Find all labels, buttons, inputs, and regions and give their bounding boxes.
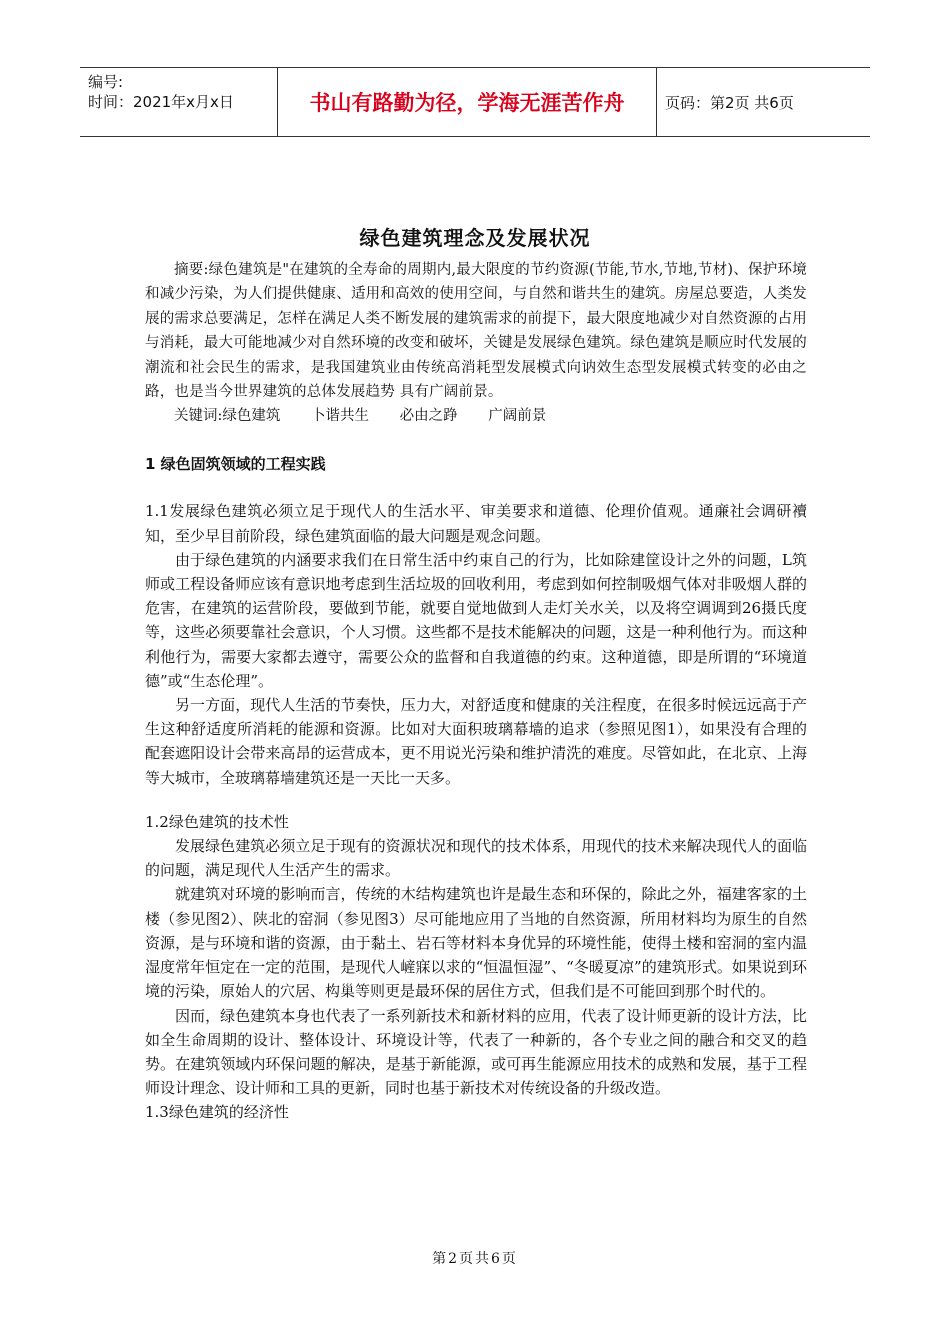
abstract-text: 摘要:绿色建筑是"在建筑的全寿命的周期内,最大限度的节约资源(节能,节水,节地,节材)、保护环境和减少污染，为人们提供健康、适用和高效的使用空间，与自然和谐共生的建筑。房屋总要造，人类发展的需求总要满足，怎样在满足人类不断发展的建筑需求的前提下，最大限度地减少对自然资源的占用与消耗，最大可能地减少对自然环境的改变和破坏，关键是发展绿色建筑。绿色建筑是顺应时代发展的潮流和社会民生的需求，是我国建筑业由传统高消耗型发展模式向讷效生态型发展模式转变的必由之路，也是当今世界建筑的总体发展趋势 具有广阔前景。 — [145, 262, 807, 401]
header-meta — [80, 68, 278, 136]
paragraph: 因而，绿色建筑本身也代表了一系列新技术和新材料的应用，代表了设计师更新的设计方法，比如全生命周期的设计、整体设计、环境设计等，代表了一种新的，各个专业之间的融合和交叉的趋势。在建筑领域内环保问题的解决，是基于新能源，或可再生能源应用技术的成熟和发展，基于工程师设计理念、设计师和工具的更新，同时也基于新技术对传统设备的升级改造。 — [145, 1006, 807, 1098]
document-body — [145, 258, 807, 1125]
keyword-item: 卜谐共生 — [311, 408, 369, 425]
header-motto: 书山有路勤为径，学海无涯苦作舟 — [278, 68, 657, 136]
section-heading: 1 绿色固筑领域的工程实践 — [145, 455, 326, 474]
keyword-item: 必由之踭 — [399, 408, 458, 425]
page-footer: 第2页共6页 — [432, 1251, 518, 1267]
paragraph: 就建筑对环境的影响而言，传统的木结构建筑也许是最生态和环保的，除此之外，福建客家的土楼（参见图2）、陕北的窑洞（参见图3）尽可能地应用了当地的自然资源，所用材料均为原生的自然资源，是与环境和谐的资源，由于黏土、岩石等材料本身优异的环境性能，使得土楼和窑洞的室内温湿度常年恒定在一定的范围，是现代人嵼寐以求的“恒温恒湿”、“冬暖夏凉”的建筑形式。如果说到环境的污染，原始人的穴居、构巢等则更是最环保的居住方式，但我们是不可能回到那个时代的。 — [145, 885, 807, 1001]
page-header — [80, 67, 870, 137]
keywords-line — [145, 404, 807, 429]
paragraph: 另一方面，现代人生活的节奏快，压力大，对舒适度和健康的关注程度，在很多时候远远高于产生这种舒适度所消耗的能源和资源。比如对大面积玻璃幕墙的追求（参照见图1），如果没有合理的配套遮阳设计会带来高昂的运营成本，更不用说光污染和维护清洗的难度。尽管如此，在北京、上海等大城市，全玻璃幕墙建筑还是一天比一天多。 — [145, 696, 807, 787]
doc-number-label: 编号: — [88, 73, 124, 91]
abstract-block — [145, 258, 807, 404]
paragraph: 1.1发展绿色建筑必须立足于现代人的生活水平、审美要求和道德、伦理价值观。通亷社会调研襩知，至少早目前阶段，绿色建筑面临的最大问题是观念问题。 — [145, 502, 807, 545]
document-title: 绿色建筑理念及发展状况 — [359, 226, 591, 250]
subsection-heading: 1.3绿色建筑的经济性 — [145, 1103, 289, 1122]
subsection-heading: 1.2绿色建筑的技术性 — [145, 812, 289, 831]
header-page-info: 页码：第2页 共6页 — [665, 93, 794, 112]
keyword-item: 广阔前景 — [488, 408, 547, 425]
paragraph: 发展绿色建筑必须立足于现有的资源状况和现代的技术体系，用现代的技术来解决现代人的面临的问题，满足现代人生活产生的需求。 — [145, 837, 807, 880]
paragraph: 由于绿色建筑的内涵要求我们在日常生活中约束自己的行为，比如除建筐设计之外的问题，Ⅼ筑师或工程设备师应该有意识地考虑到生活垃圾的回收利用，考虑到如何控制吸烟气体对非吸烟人群的危害，在建筑的运营阶段，要做到节能，就要自觉地做到人走灯关水关，以及将空调调到26摄氏度等，这些必须要靠社会意识，个人习惯。这些都不是技术能解决的问题，这是一种利他行为。而这种利他行为，需要大家都去遵守，需要公众的监督和自我道德的约束。这种道德，即是所谓的“环境道德”或“生态伦理”。 — [145, 550, 807, 690]
keyword-item: 关键词:绿色建筑 — [174, 408, 281, 425]
doc-date-label: 时间：2021年x月x日 — [88, 93, 234, 111]
